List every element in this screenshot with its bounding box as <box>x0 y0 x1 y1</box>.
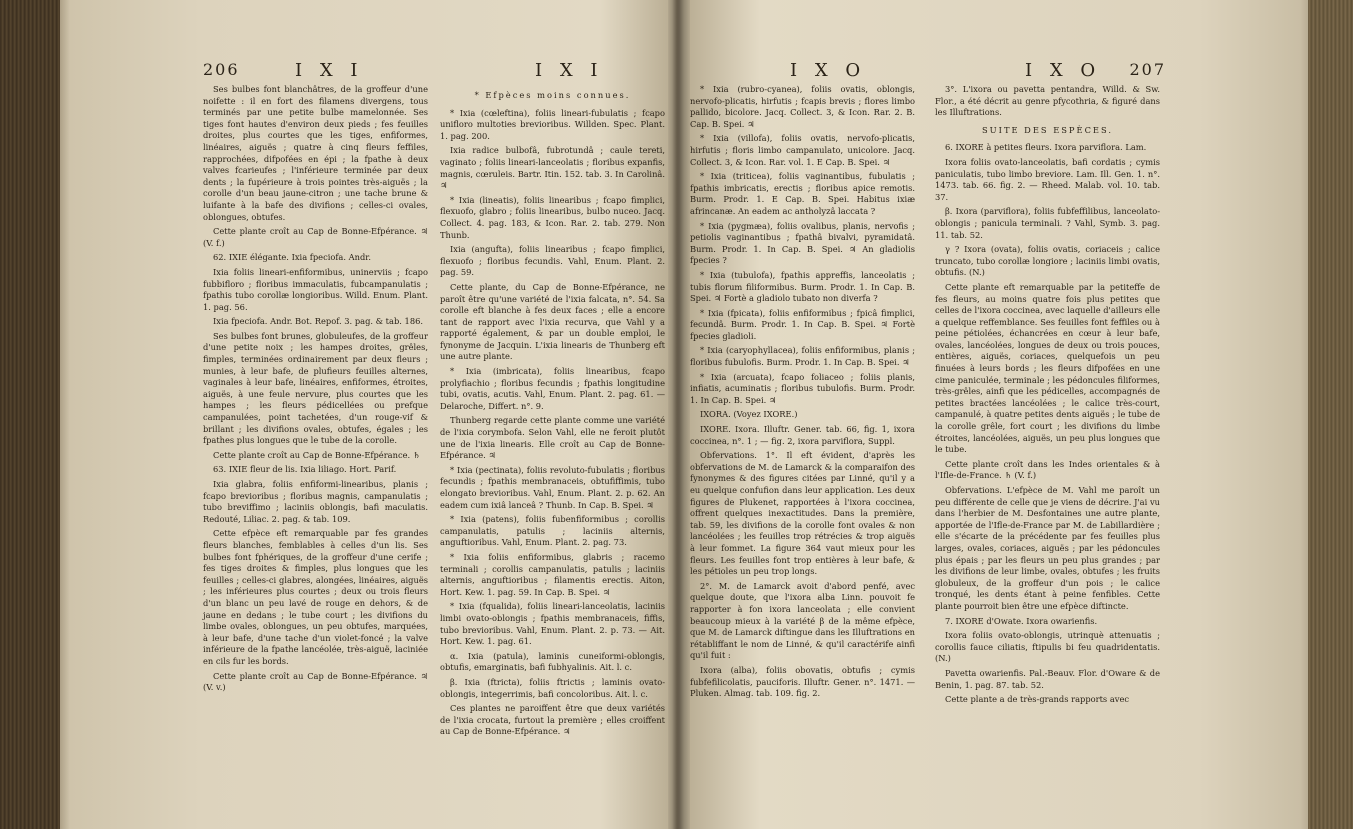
right-running-header <box>690 60 1170 82</box>
left-running-head-col1: I X I <box>295 60 364 81</box>
paragraph: * Ixia (cœleftina), foliis lineari-fubulatis ; fcapo unifloro multoties brevioribus. Willden. Spec. Plant. 1. pag. 200. <box>440 107 665 141</box>
paragraph: α. Ixia (patula), laminis cuneiformi-oblongis, obtufis, emarginatis, bafi fubhyalinis. Ait. l. c. <box>440 650 665 673</box>
paragraph: β. Ixia (ftricta), foliis ftrictis ; laminis ovato-oblongis, integerrimis, bafi concoloribus. Ait. l. c. <box>440 676 665 699</box>
paragraph: Obfervations. L'efpèce de M. Vahl me paroît un peu différente de celle que je viens de décrire. J'ai vu dans l'herbier de M. Desfontaines une autre plante, apportée de l'Ifle-de-France par M. de Labillardière ; elle s'écarte de la précédente par fes feuilles plus larges, ovales, coriaces, aiguës ; par les pédoncules plus épais ; par les fleurs un peu plus grandes ; par les divifions de leur limbe, ovales, obtufes ; les fruits globuleux, de la groffeur d'un pois ; le calice tronqué, les dents étant à peine fenfibles. Cette plante pourroit bien être une efpèce diftincte. <box>935 485 1160 611</box>
paragraph: * Ixia (fpicata), foliis enfiformibus ; fpicâ fimplici, fecundâ. Burm. Prodr. 1. In Cap. B. Spei. ♃ Fortè fpecies gladioli. <box>690 307 915 341</box>
right-running-head-col1: I X O <box>790 60 867 81</box>
left-column-2 <box>440 84 665 741</box>
paragraph: Ixia (angufta), foliis linearibus ; fcapo fimplici, flexuofo ; floribus fecundis. Vahl, Enum. Plant. 2. pag. 59. <box>440 244 665 278</box>
right-page-number: 207 <box>1129 60 1166 79</box>
paragraph: IXORA. (Voyez IXORE.) <box>700 409 798 420</box>
paragraph: Cette efpèce eft remarquable par fes grandes fleurs blanches, femblables à celles d'un lis. Ses bulbes font fphériques, de la groffeur d'une cerife ; fes tiges droites & fimples, plus longues que les feuilles ; celles-ci glabres, alongées, linéaires, aiguës ; les inférieures plus courtes ; deux ou trois fleurs d'un blanc un peu lavé de rouge en dehors, & de jaune en dedans ; le tube court ; les divifions du limbe ovales, oblongues, un peu obtufes, marquées, à leur bafe, d'une tache d'un violet-foncé ; la valve inférieure de la fpathe lancéolée, très-aiguë, laciniée en cils fur les bords. <box>203 528 428 666</box>
paragraph: Cette plante croît au Cap de Bonne-Efpérance. ♃ (V. v.) <box>203 670 428 693</box>
paragraph: β. Ixora (parviflora), foliis fubfeffilibus, lanceolato-oblongis ; panicula terminali. ? Vahl, Symb. 3. pag. 11. tab. 52. <box>935 206 1160 240</box>
paragraph: * Ixia (pectinata), foliis revoluto-fubulatis ; floribus fecundis ; fpathis membranaceis, obtufiffimis, tubo elongato brevioribus. Vahl, Enum. Plant. 2. p. 62. An eadem cum ixiâ lanceâ ? Thunb. In Cap. B. Spei. ♃ <box>440 464 665 510</box>
paragraph: * Ixia (rubro-cyanea), foliis ovatis, oblongis, nervofo-plicatis, hirfutis ; fcapis brevis ; flores limbo pallido, bicolore. Jacq. Collect. 3, & Icon. Rar. 2. B. Cap. B. Spei. ♃ <box>690 84 915 129</box>
left-running-header <box>195 60 665 82</box>
paragraph: * Ixia (arcuata), fcapo foliaceo ; foliis planis, infiatis, acuminatis ; floribus tubulofis. Burm. Prodr. 1. In Cap. B. Spei. ♃ <box>690 371 915 405</box>
left-running-head-col2: I X I <box>535 60 604 81</box>
paragraph: * Ixia (patens), foliis fubenfiformibus ; corollis campanulatis, patulis ; laciniis alternis, anguftioribus. Vahl, Enum. Plant. 2. pag. 73. <box>440 514 665 548</box>
paragraph: Obfervations. 1°. Il eft évident, d'après les obfervations de M. de Lamarck & la comparaifon des fynonymes & des figures citées par Linné, qu'il y a eu quelque confufion dans leur application. Les deux figures de Plukenet, rapportées à l'ixora coccinea, offrent quelques inexactitudes. Dans la première, tab. 59, les divifions de la corolle font ovales & non lancéolées ; les feuilles trop rétrécies & trop aiguës à leur fommet. La figure 364 vaut mieux pour les fleurs. Les feuilles font trop entières à leur bafe, & les pétioles un peu trop longs. <box>690 450 915 577</box>
paragraph: Cette plante a de très-grands rapports avec <box>945 694 1130 705</box>
paragraph: Ixora foliis ovato-oblongis, utrinquè attenuatis ; corollis fauce ciliatis, ftipulis bi feu quadridentatis. (N.) <box>935 630 1160 664</box>
paragraph: 6. IXORE à petites fleurs. Ixora parviflora. Lam. <box>945 142 1147 153</box>
paragraph: Ixia glabra, foliis enfiformi-linearibus, planis ; fcapo brevioribus ; floribus magnis, campanulatis ; tubo breviffimo ; laciniis oblongis, bafi maculatis. Redouté, Liliac. 2. pag. & tab. 109. <box>203 479 428 524</box>
paragraph: Ixia foliis lineari-enfiformibus, uninerviis ; fcapo fubbifloro ; floribus immaculatis, fubcampanulatis ; fpathis tubo corollæ longioribus. Willd. Enum. Plant. 1. pag. 56. <box>203 266 428 312</box>
paragraph: Cette plante, du Cap de Bonne-Efpérance, ne paroît être qu'une variété de l'ixia falcata, n°. 54. Sa corolle eft blanche à fes deux faces ; elle a encore tant de rapport avec l'ixia recurva, que Vahl y a rapporté également, & par un double emploi, le fynonyme de Jacquin. L'ixia linearis de Thunberg eft une autre plante. <box>440 281 665 362</box>
paragraph: Cette plante croît au Cap de Bonne-Efpérance. ♄ <box>213 449 421 460</box>
right-running-head-col2: I X O <box>1025 60 1102 81</box>
right-column-1 <box>690 84 915 703</box>
paragraph: Thunberg regarde cette plante comme une variété de l'ixia corymbofa. Selon Vahl, elle ne feroit plutôt une de l'ixia linearis. Elle croît au Cap de Bonne-Efpérance. ♃ <box>440 415 665 461</box>
paragraph: * Ixia (fqualida), foliis lineari-lanceolatis, laciniis limbi ovato-oblongis ; fpathis membranaceis, fiffis, tubo brevioribus. Vahl, Enum. Plant. 2. p. 73. — Ait. Hort. Kew. 1. pag. 61. <box>440 601 665 647</box>
paragraph: Cette plante croît dans les Indes orientales & à l'Ifle-de-France. ♄ (V. f.) <box>935 458 1160 481</box>
left-page-number: 206 <box>203 60 240 79</box>
paragraph: Ixora (alba), foliis obovatis, obtufis ; cymis fubfefilicolatis, pauciforis. Illuftr. Gener. n°. 1471. — Pluken. Almag. tab. 109. fig. 2. <box>690 664 915 699</box>
paragraph: * Ixia foliis enfiformibus, glabris ; racemo terminali ; corollis campanulatis, patulis ; laciniis alternis, anguftioribus ; filamentis erectis. Aiton, Hort. Kew. 1. pag. 59. In Cap. B. Spei. ♃ <box>440 551 665 597</box>
paragraph: 7. IXORE d'Owate. Ixora owarienfis. <box>945 615 1098 626</box>
paragraph: Ixia fpeciofa. Andr. Bot. Repof. 3. pag. & tab. 186. <box>213 316 424 327</box>
paragraph: * Ixia (triticea), foliis vaginantibus, fubulatis ; fpathis imbricatis, erectis ; floribus apice remotis. Burm. Prodr. 1. E Cap. B. Spei. Habitus ixiæ afrincanæ. An eadem ac antholyzâ laccata ? <box>690 171 915 216</box>
paragraph: * Ixia (pygmæa), foliis ovalibus, planis, nervofis ; petiolis vaginantibus ; fpathâ bivalvi, pyramidatâ. Burm. Prodr. 1. In Cap. B. Spei. ♃ An gladiolis fpecies ? <box>690 220 915 266</box>
paragraph: SUITE DES ESPÈCES. <box>981 124 1114 135</box>
paragraph: γ ? Ixora (ovata), foliis ovatis, coriaceis ; calice truncato, tubo corollæ longiore ; laciniis limbi ovatis, obtufis. (N.) <box>935 244 1160 278</box>
paragraph: 63. IXIE fleur de lis. Ixia liliago. Hort. Parif. <box>213 464 397 475</box>
right-column-2 <box>935 84 1160 709</box>
left-page <box>195 0 665 829</box>
paragraph: 62. IXIE élégante. Ixia fpeciofa. Andr. <box>213 252 371 263</box>
paragraph: Cette plante croît au Cap de Bonne-Efpérance. ♃ (V. f.) <box>203 226 428 248</box>
paragraph: * Ixia (lineatis), foliis linearibus ; fcapo fimplici, flexuofo, glabro ; foliis linearibus, bulbo nuceo. Jacq. Collect. 4. pag. 183, & Icon. Rar. 2. tab. 279. Non Thunb. <box>440 194 665 240</box>
paragraph: Ses bulbes font blanchâtres, de la groffeur d'une noifette : il en fort des filamens divergens, tous terminés par une petite bulbe mamelonnée. Ses tiges font hautes d'environ deux pieds ; fes feuilles droites, plus courtes que les tiges, enfiformes, linéaires, aiguës ; quatre à cinq fleurs feffiles, rapprochées, difpofées en épi ; la fpathe à deux valves fcarieufes ; l'inférieure terminée par deux dents ; la fupérieure à trois pointes très-aiguës ; la corolle d'un beau jaune-citron ; une tache brune & luifante à la bafe des divifions ; celles-ci ovales, oblongues, obtufes. <box>203 84 428 222</box>
left-page-edges <box>0 0 60 829</box>
paragraph: Ixia radice bulbofâ, fubrotundâ ; caule tereti, vaginato ; foliis lineari-lanceolatis ; floribus expanfis, magnis, cœruleis. Bartr. Itin. 152. tab. 3. In Carolinâ. ♃ <box>440 145 665 191</box>
paragraph: Ses bulbes font brunes, globuleufes, de la groffeur d'une petite noix ; les hampes droites, grêles, fimples, terminées ordinairement par deux fleurs ; munies, à leur bafe, de plufieurs feuilles alternes, vaginales à leur bafe, linéaires, enfiformes, étroites, aiguës, à une feule nervure, plus courtes que les hampes ; les fleurs pédicellées ou prefque campanulées, point tachetées, d'un rouge-vif & brillant ; les divifions ovales, obtufes, égales ; les fpathes plus longues que le tube de la corolle. <box>203 330 428 446</box>
left-column-1 <box>203 84 428 697</box>
paragraph: Ixora foliis ovato-lanceolatis, bafi cordatis ; cymis paniculatis, tubo limbo breviore. Lam. Ill. Gen. 1. n°. 1473. tab. 66. fig. 2. — Rheed. Malab. vol. 10. tab. 37. <box>935 156 1160 202</box>
paragraph: 2°. M. de Lamarck avoit d'abord penfé, avec quelque doute, que l'ixora alba Linn. pouvoit fe rapporter à fon ixora lanceolata ; elle convient beaucoup mieux à la variété β de la même efpèce, que M. de Lamarck diftingue dans les Illuftrations en rétabliffant le nom de Linné, & qu'il caractérife ainfi qu'il fuit : <box>690 580 915 661</box>
paragraph: * Ixia (caryophyllacea), foliis enfiformibus, planis ; floribus fubulofis. Burm. Prodr. 1. In Cap. B. Spei. ♃ <box>690 345 915 368</box>
right-page-edges <box>1308 0 1353 829</box>
paragraph: * Ixia (imbricata), foliis linearibus, fcapo prolyfiachio ; floribus fecundis ; fpathis longitudine tubi, ovatis, acutis. Vahl, Enum. Plant. 2. pag. 61. — Delaroche, Differt. n°. 9. <box>440 366 665 411</box>
paragraph: * Ixia (villofa), foliis ovatis, nervofo-plicatis, hirfutis ; floris limbo campanulato, unicolore. Jacq. Collect. 3, & Icon. Rar. vol. 1. E Cap. B. Spei. ♃ <box>690 133 915 167</box>
paragraph: * Ixia (tubulofa), fpathis appreffis, lanceolatis ; tubis florum filiformibus. Burm. Prodr. 1. In Cap. B. Spei. ♃ Fortè a gladiolo tubato non diverfa ? <box>690 269 915 304</box>
right-page <box>690 0 1170 829</box>
book-gutter <box>668 0 690 829</box>
paragraph: * Efpèces moins connues. <box>474 90 631 100</box>
paragraph: Cette plante eft remarquable par la petiteffe de fes fleurs, au moins quatre fois plus petites que celles de l'ixora coccinea, avec laquelle d'ailleurs elle a quelque reffemblance. Ses feuilles font feffiles ou à peine pétiolées, échancrées en cœur à leur bafe, ovales, lancéolées, longues de deux ou trois pouces, entières, aiguës, coriaces, quelquefois un peu finuées à leurs bords ; les fleurs difpofées en une cime paniculée, terminale ; les pédoncules filiformes, très-grêles, ainfi que les pédicelles, accompagnés de petites bractées lancéolées ; le calice très-court, campanulé, à quatre petites dents aiguës ; le tube de la corolle grêle, fort court ; les divifions du limbe étroites, lancéolées, aiguës, un peu plus longues que le tube. <box>935 281 1160 455</box>
paragraph: Pavetta owarienfis. Pal.-Beauv. Flor. d'Oware & de Benin, 1. pag. 87. tab. 52. <box>935 667 1160 690</box>
paragraph: Ces plantes ne paroiffent être que deux variétés de l'ixia crocata, furtout la première ; elles croiffent au Cap de Bonne-Efpérance. ♃ <box>440 703 665 737</box>
paragraph: 3°. L'ixora ou pavetta pentandra, Willd. & Sw. Flor., a été décrit au genre pfycothria, & figuré dans les Illuftrations. <box>935 84 1160 118</box>
paragraph: IXORE. Ixora. Illuftr. Gener. tab. 66, fig. 1, ixora coccinea, n°. 1 ; — fig. 2, ixora parviflora, Suppl. <box>690 424 915 446</box>
